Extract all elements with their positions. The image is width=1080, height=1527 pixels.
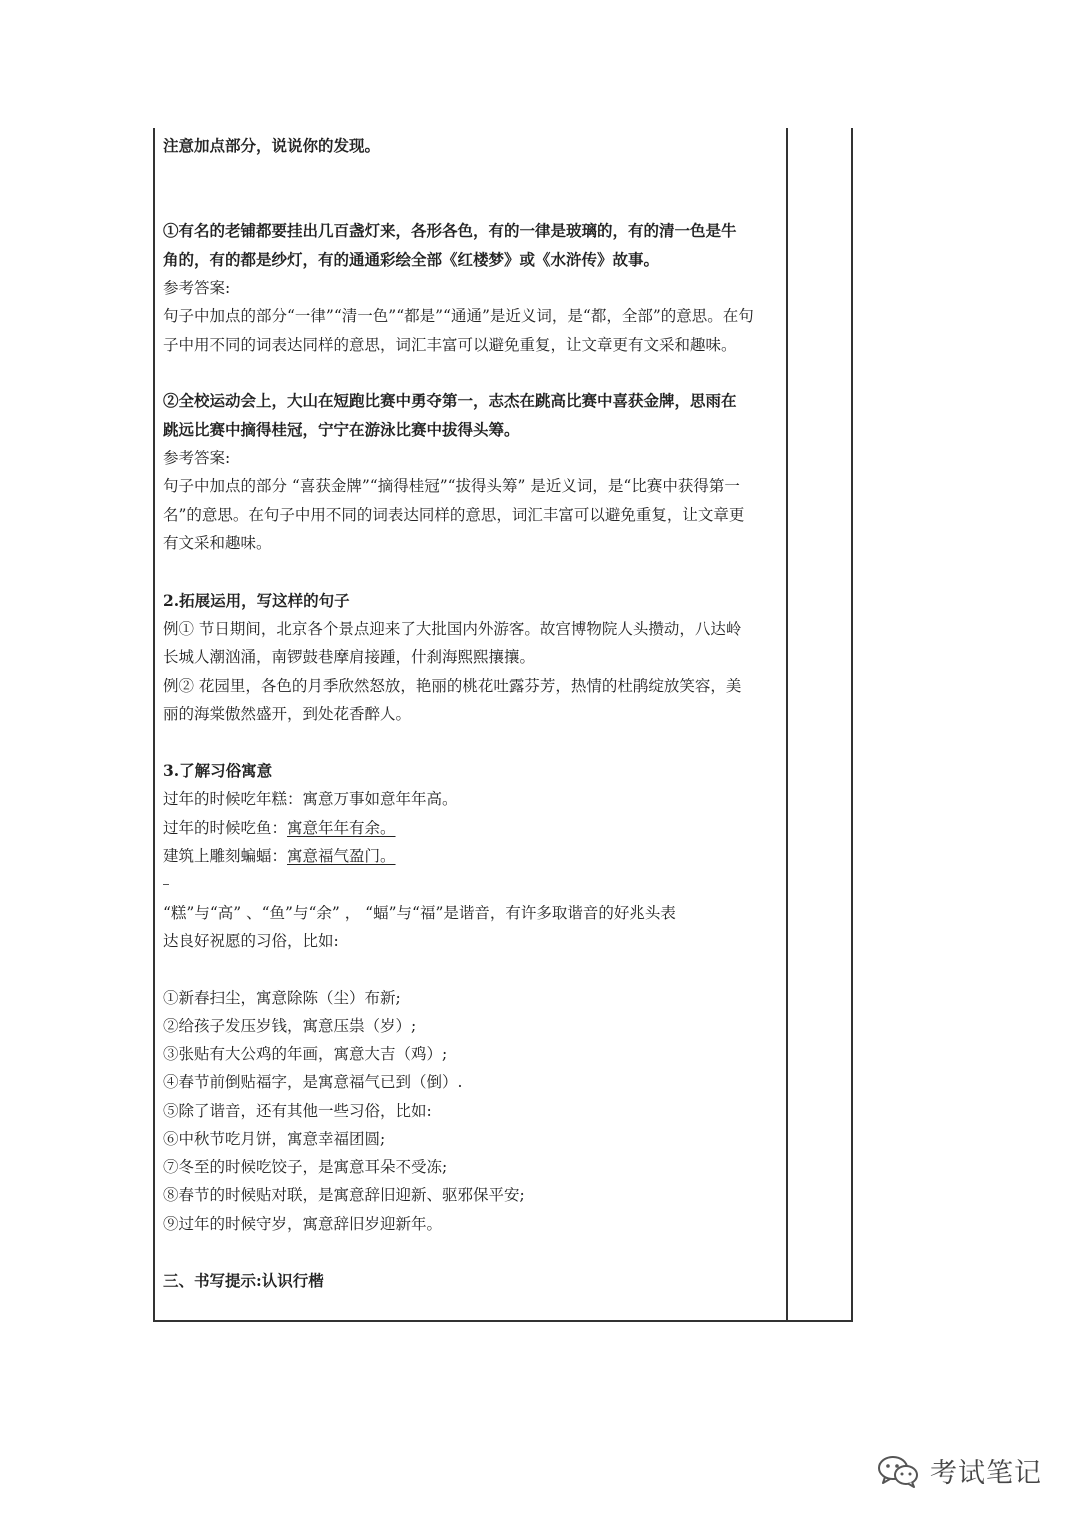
item1-line1: ①有名的老铺都要挂出几百盏灯来，各形各色，有的一律是玻璃的，有的清一色是牛 <box>163 221 737 240</box>
list-item-3: ③张贴有大公鸡的年画，寓意大吉（鸡）; <box>163 1045 448 1063</box>
list-item-4: ④春节前倒贴福字，是寓意福气已到（倒）. <box>163 1073 463 1091</box>
list-item-6: ⑥中秋节吃月饼，寓意幸福团圆; <box>163 1130 386 1148</box>
custom-2-lead: 过年的时候吃鱼： <box>163 819 288 837</box>
example2-line1: 例② 花园里，各色的月季欣然怒放，艳丽的桃花吐露芬芳，热情的杜鹃绽放笑容，美 <box>163 677 742 695</box>
custom-3-answer: 寓意福气盈门。 <box>287 847 396 865</box>
ref-answer-label-2: 参考答案: <box>163 449 231 467</box>
dash-mark <box>163 884 169 885</box>
custom-2-answer: 寓意年年有余。 <box>287 819 396 837</box>
list-item-5: ⑤除了谐音，还有其他一些习俗，比如: <box>163 1102 432 1120</box>
intro-prompt: 注意加点部分，说说你的发现。 <box>163 136 381 155</box>
answer2-line1: 句子中加点的部分 “喜获金牌”“摘得桂冠”“拔得头筹” 是近义词，是“比赛中获得第一 <box>163 477 740 495</box>
section4-title: 三、书写提示:认识行楷 <box>163 1271 324 1290</box>
list-item-1: ①新春扫尘，寓意除陈（尘）布新; <box>163 989 401 1007</box>
answer1-line1: 句子中加点的部分“一律”“清一色”“都是”“通通”是近义词，是“都，全部”的意思。在句 <box>163 307 754 325</box>
wechat-icon <box>876 1454 920 1488</box>
answer1-line2: 子中用不同的词表达同样的意思，词汇丰富可以避免重复，让文章更有文采和趣味。 <box>163 336 737 354</box>
ref-answer-label-1: 参考答案: <box>163 279 231 297</box>
example1-line1: 例① 节日期间，北京各个景点迎来了大批国内外游客。故宫博物院人头攒动，八达岭 <box>163 620 742 638</box>
custom-2 <box>163 818 396 838</box>
section3-title: 3.了解习俗寓意 <box>163 761 273 780</box>
example1-line2: 长城人潮汹涌，南锣鼓巷摩肩接踵，什刹海熙熙攘攘。 <box>163 648 536 666</box>
list-item-7: ⑦冬至的时候吃饺子，是寓意耳朵不受冻; <box>163 1158 448 1176</box>
homophone-line2: 达良好祝愿的习俗，比如: <box>163 932 339 950</box>
custom-3 <box>163 846 396 866</box>
example2-line2: 丽的海棠傲然盛开，到处花香醉人。 <box>163 705 412 723</box>
item2-line1: ②全校运动会上，大山在短跑比赛中勇夺第一，志杰在跳高比赛中喜获金牌，思雨在 <box>163 391 737 410</box>
watermark <box>876 1451 1042 1490</box>
list-item-8: ⑧春节的时候贴对联，是寓意辞旧迎新、驱邪保平安; <box>163 1186 525 1204</box>
section2-title: 2.拓展运用，写这样的句子 <box>163 591 350 610</box>
watermark-text: 考试笔记 <box>930 1458 1042 1489</box>
answer2-line2: 名”的意思。在句子中用不同的词表达同样的意思，词汇丰富可以避免重复，让文章更 <box>163 506 745 524</box>
custom-1: 过年的时候吃年糕：寓意万事如意年年高。 <box>163 790 458 808</box>
item2-line2: 跳远比赛中摘得桂冠，宁宁在游泳比赛中拔得头筹。 <box>163 420 520 439</box>
answer2-line3: 有文采和趣味。 <box>163 534 272 552</box>
column-divider <box>786 128 788 1320</box>
custom-3-lead: 建筑上雕刻蝙蝠： <box>163 847 288 865</box>
item1-line2: 角的，有的都是纱灯，有的通通彩绘全部《红楼梦》或《水浒传》故事。 <box>163 250 660 269</box>
homophone-line1: “糕”与“高” 、“鱼”与“余” ， “蝠”与“福”是谐音，有许多取谐音的好兆头表 <box>163 904 676 922</box>
list-item-2: ②给孩子发压岁钱，寓意压祟（岁）; <box>163 1017 417 1035</box>
list-item-9: ⑨过年的时候守岁，寓意辞旧岁迎新年。 <box>163 1215 443 1233</box>
